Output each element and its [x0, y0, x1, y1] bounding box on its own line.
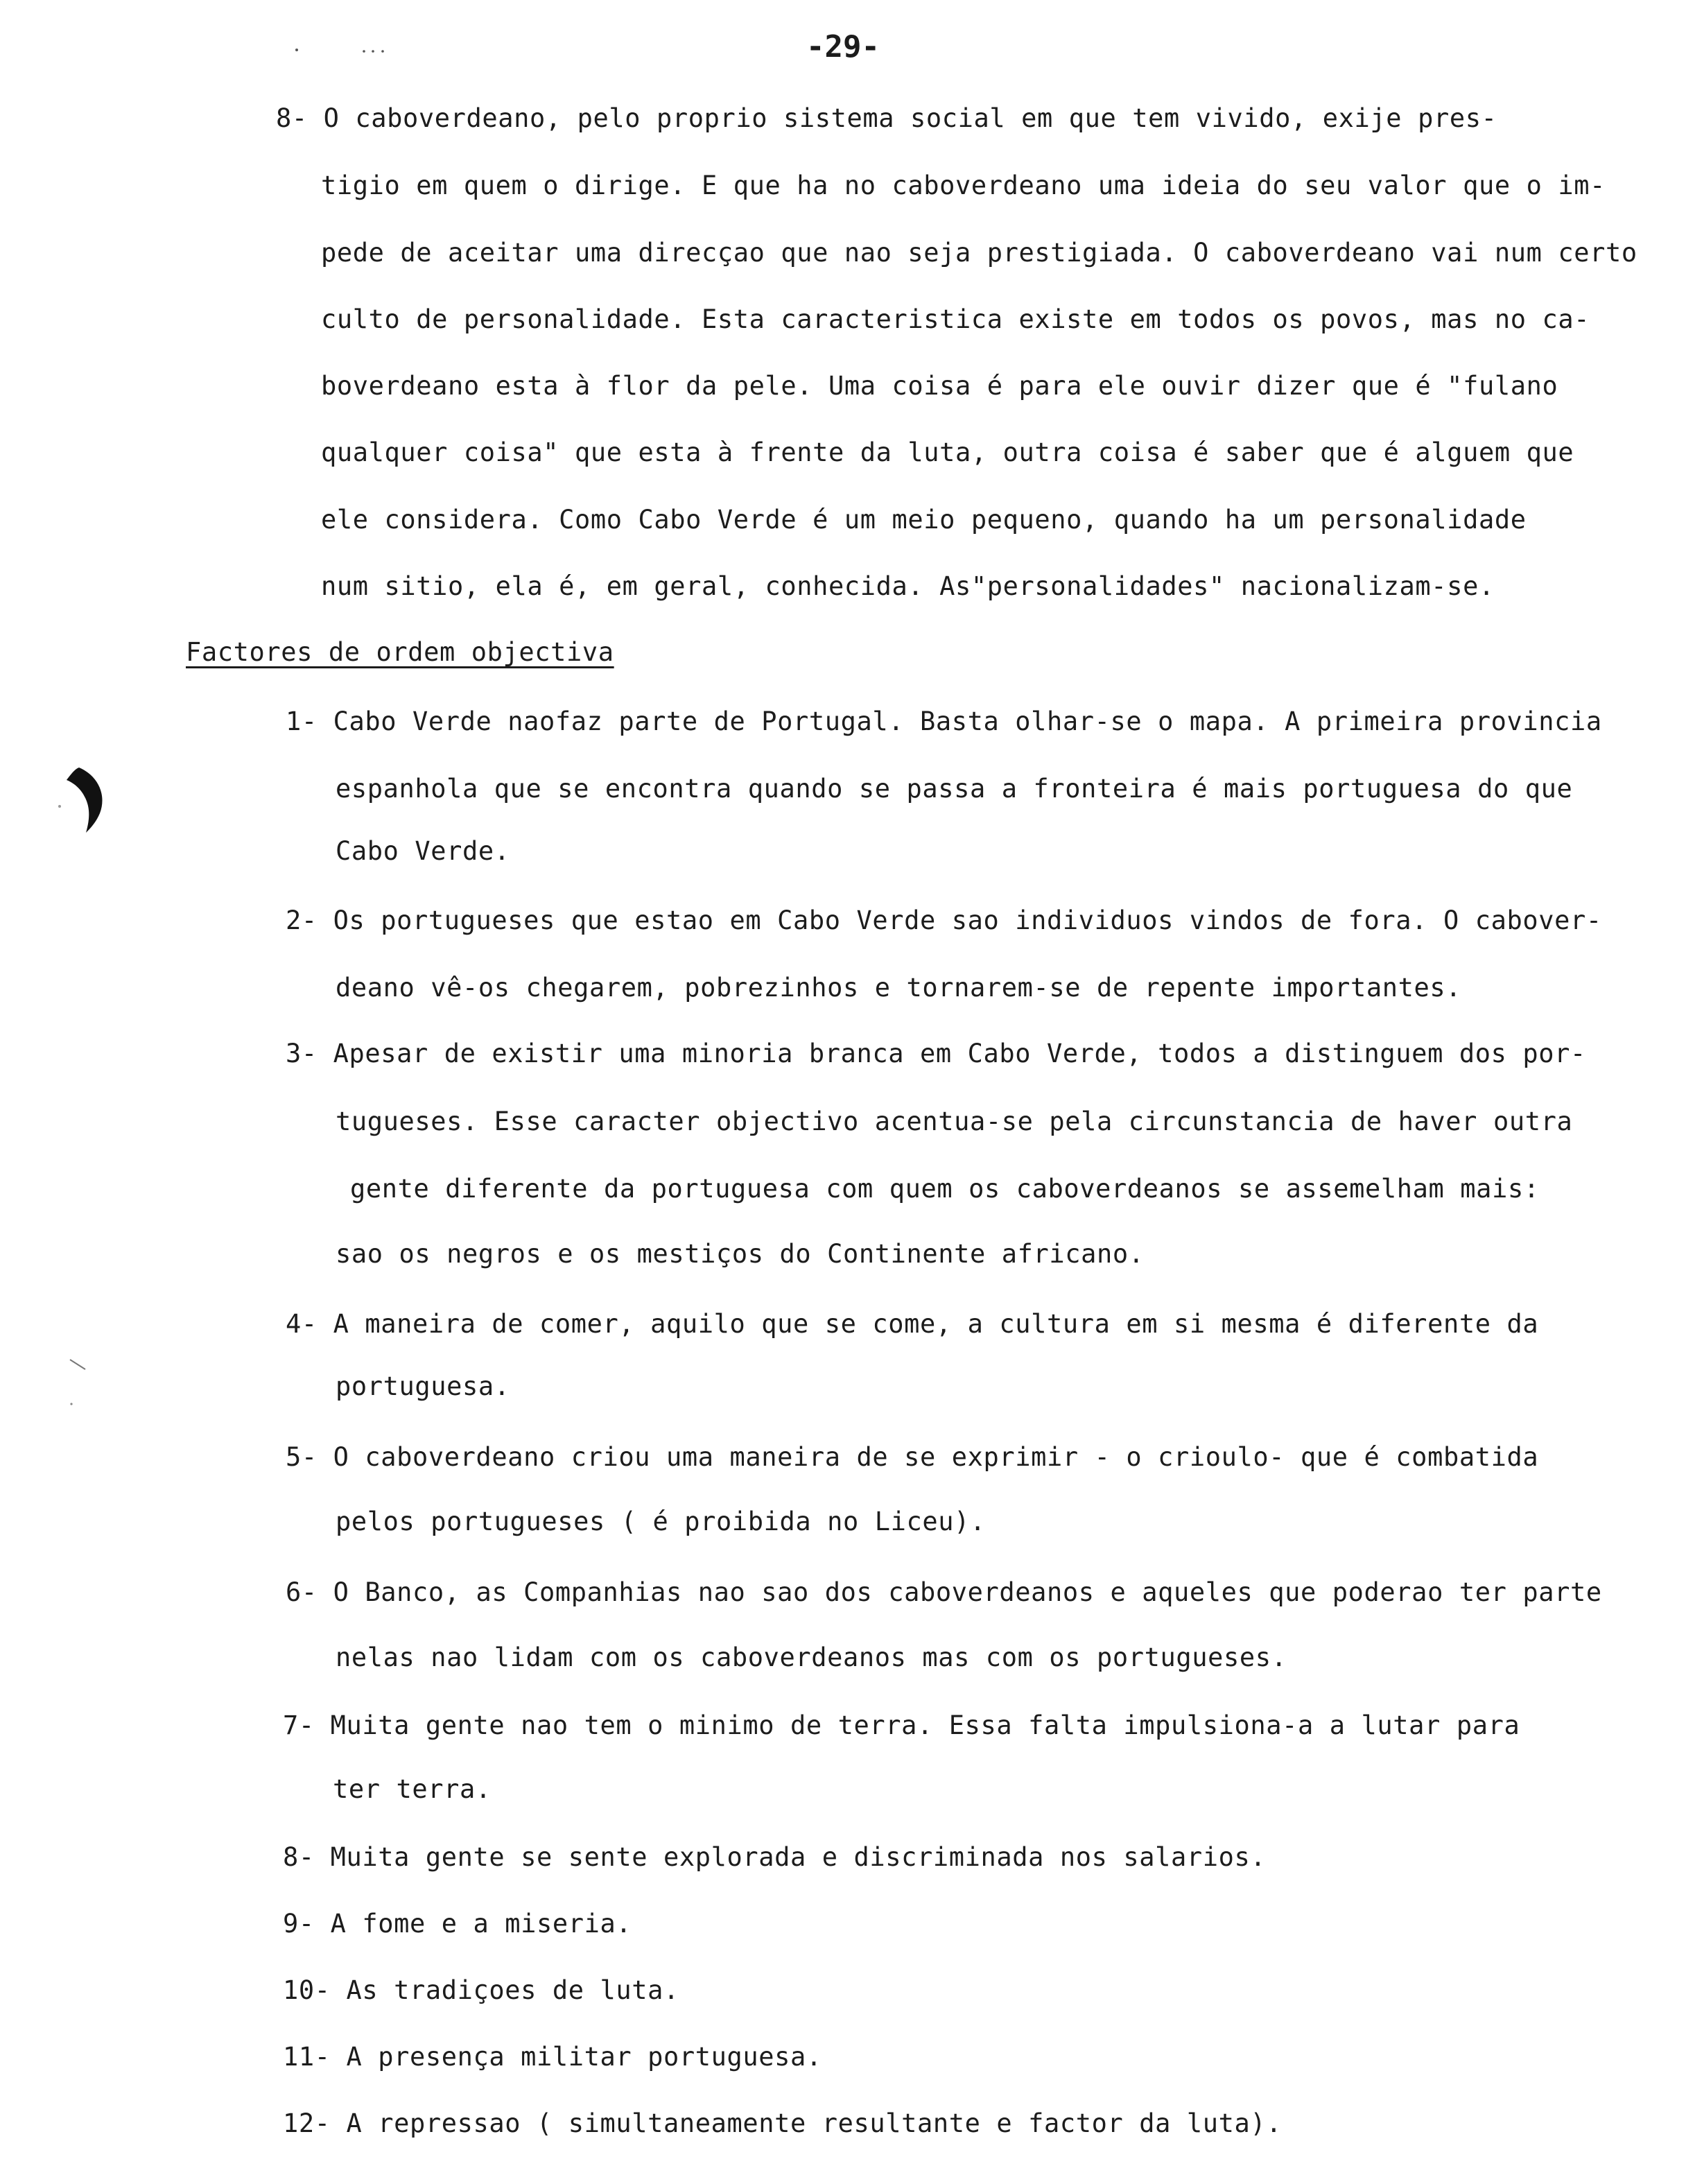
scan-specks: [291, 43, 416, 57]
page-number: -29-: [806, 29, 880, 64]
text-line: 11- A presença militar portuguesa.: [283, 2042, 822, 2072]
text-line: 6- O Banco, as Companhias nao sao dos caboverdeanos e aqueles que poderao ter parte: [286, 1577, 1602, 1607]
text-line: gente diferente da portuguesa com quem os caboverdeanos se assemelham mais:: [350, 1174, 1540, 1204]
margin-mark: [66, 1355, 94, 1411]
text-line: 10- As tradiçoes de luta.: [283, 1975, 679, 2005]
text-line: 8- Muita gente se sente explorada e discriminada nos salarios.: [283, 1842, 1267, 1872]
text-line: 12- A repressao ( simultaneamente resultante e factor da luta).: [283, 2108, 1283, 2138]
text-line: 5- O caboverdeano criou uma maneira de se exprimir - o crioulo- que é combatida: [286, 1442, 1539, 1472]
text-line: tugueses. Esse caracter objectivo acentua-se pela circunstancia de haver outra: [336, 1107, 1573, 1136]
text-line: 3- Apesar de existir uma minoria branca em Cabo Verde, todos a distinguem dos por-: [286, 1039, 1586, 1068]
text-line: 7- Muita gente nao tem o minimo de terra. Essa falta impulsiona-a a lutar para: [283, 1710, 1520, 1740]
text-line: espanhola que se encontra quando se passa a fronteira é mais portuguesa do que: [336, 774, 1573, 804]
text-line: qualquer coisa" que esta à frente da luta, outra coisa é saber que é alguem que: [321, 437, 1574, 467]
text-line: culto de personalidade. Esta caracteristica existe em todos os povos, mas no ca-: [321, 304, 1590, 334]
text-line: 4- A maneira de comer, aquilo que se come, a cultura em si mesma é diferente da: [286, 1309, 1539, 1339]
text-line: boverdeano esta à flor da pele. Uma coisa é para ele ouvir dizer que é "fulano: [321, 371, 1558, 401]
text-line: 9- A fome e a miseria.: [283, 1909, 632, 1939]
ink-blot: [43, 759, 112, 835]
text-line: nelas nao lidam com os caboverdeanos mas com os portugueses.: [336, 1643, 1287, 1672]
text-line: tigio em quem o dirige. E que ha no caboverdeano uma ideia do seu valor que o im-: [321, 171, 1606, 200]
text-line: 8- O caboverdeano, pelo proprio sistema social em que tem vivido, exije pres-: [276, 103, 1497, 133]
text-line: ele considera. Como Cabo Verde é um meio pequeno, quando ha um personalidade: [321, 505, 1527, 535]
text-line: num sitio, ela é, em geral, conhecida. As"personalidades" nacionalizam-se.: [321, 571, 1495, 601]
text-line: sao os negros e os mestiços do Continente africano.: [336, 1239, 1145, 1269]
text-line: portuguesa.: [336, 1371, 510, 1401]
text-line: ter terra.: [333, 1774, 492, 1804]
text-line: pede de aceitar uma direcçao que nao seja prestigiada. O caboverdeano vai num certo: [321, 238, 1637, 268]
text-line: 2- Os portugueses que estao em Cabo Verde sao individuos vindos de fora. O cabover-: [286, 905, 1602, 935]
text-line: deano vê-os chegarem, pobrezinhos e tornarem-se de repente importantes.: [336, 973, 1462, 1003]
text-line: Cabo Verde.: [336, 836, 510, 866]
text-line: pelos portugueses ( é proibida no Liceu).: [336, 1507, 986, 1536]
section-heading: Factores de ordem objectiva: [186, 637, 614, 667]
text-line: 1- Cabo Verde naofaz parte de Portugal. Basta olhar-se o mapa. A primeira provincia: [286, 707, 1602, 736]
